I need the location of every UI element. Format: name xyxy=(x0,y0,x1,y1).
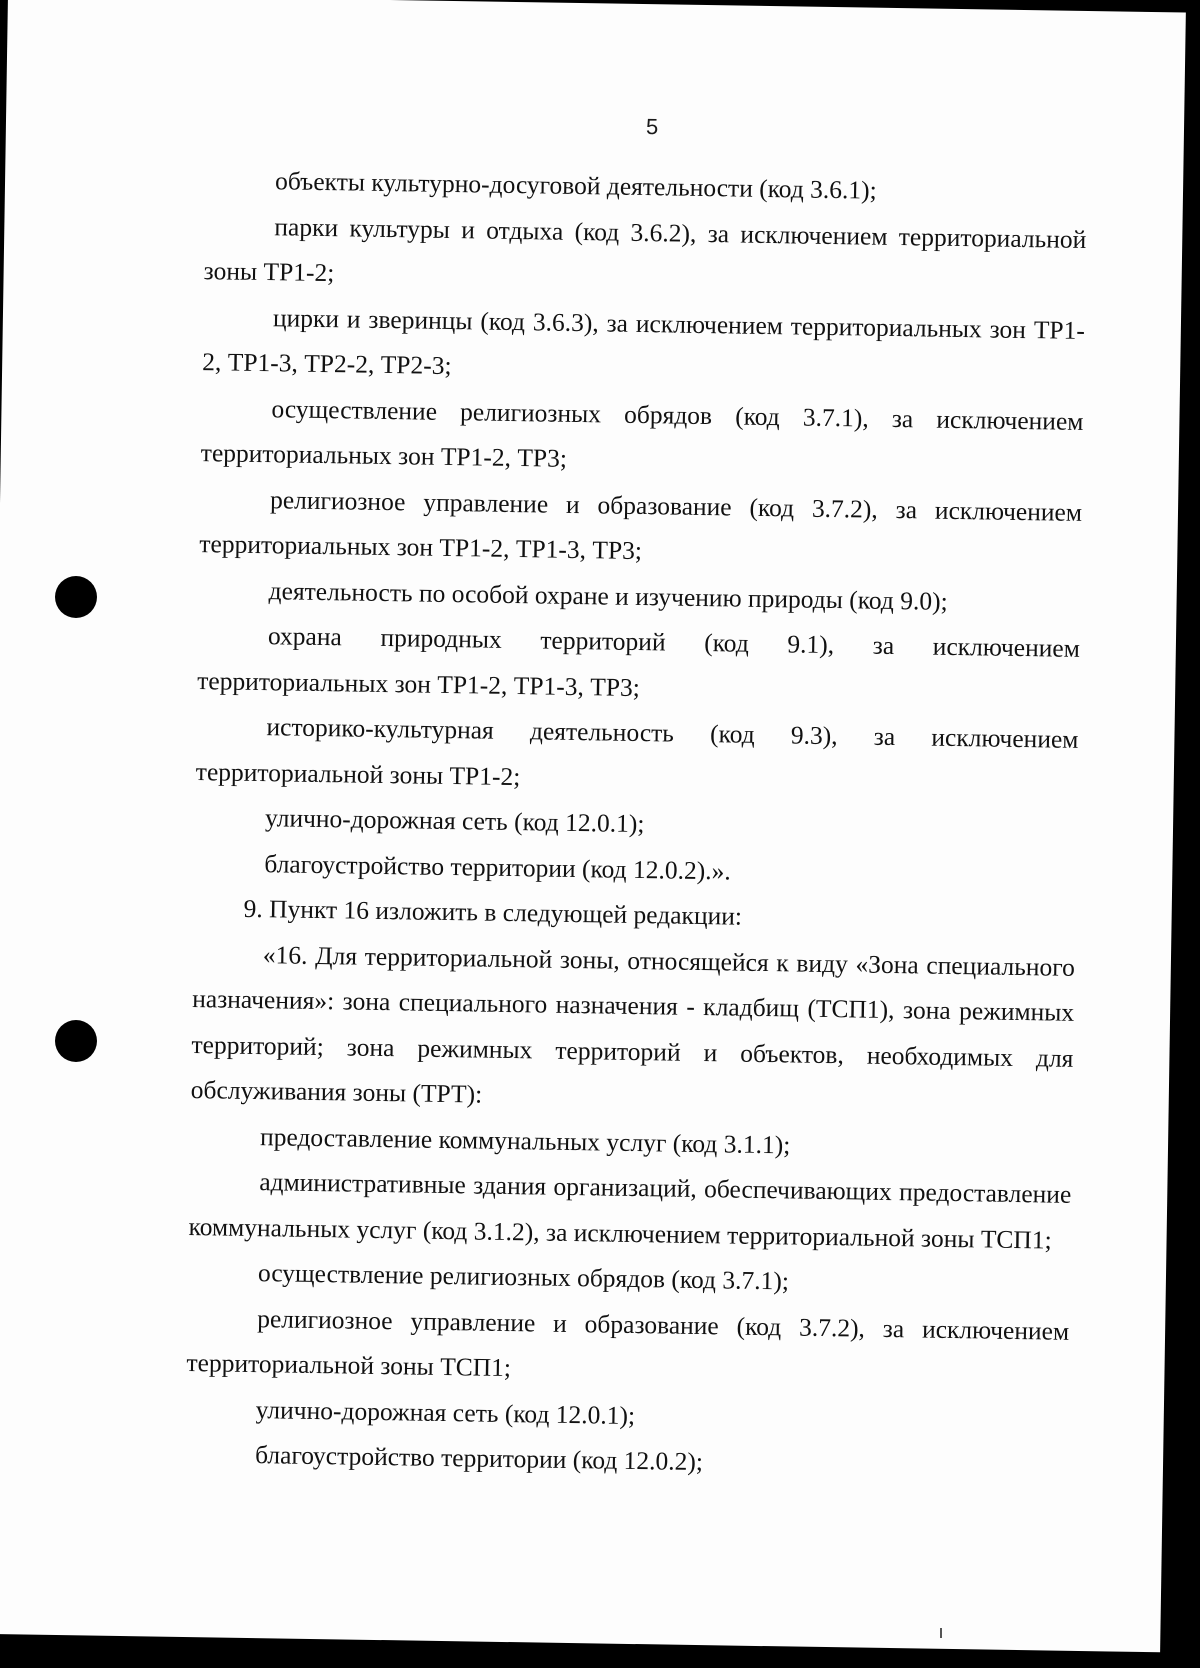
punch-hole-icon xyxy=(55,576,97,618)
paragraph: религиозное управление и образование (код 3.7.2), за исключением территориальной зоны ТСП1; xyxy=(186,1303,1070,1383)
paragraph: благоустройство территории (код 12.0.2); xyxy=(254,1440,704,1477)
paragraph: охрана природных территорий (код 9.1), за исключением территориальных зон ТР1-2, ТР1-3, ТР3; xyxy=(197,621,1081,702)
paragraph: парки культуры и отдыха (код 3.6.2), за исключением территориальной зоны ТР1-2; xyxy=(203,211,1087,288)
paragraph: объекты культурно-досуговой деятельности (код 3.6.1); xyxy=(274,166,877,205)
paragraph: осуществление религиозных обрядов (код 3.7.1), за исключением территориальных зон ТР1-2, ТР3; xyxy=(200,393,1084,473)
paragraph: благоустройство территории (код 12.0.2).». xyxy=(264,848,731,885)
section-item-9: 9. Пункт 16 изложить в следующей редакции: xyxy=(243,893,743,931)
paragraph: «16. Для территориальной зоны, относящейся к виду «Зона специального назначения»: зона специального назначения - кладбищ (ТСП1), зона режимных территорий; зона режимных территорий и объектов, необходимых для обслуживания зоны (ТРТ): xyxy=(190,939,1076,1109)
paragraph: осуществление религиозных обрядов (код 3.7.1); xyxy=(257,1258,790,1296)
document-body xyxy=(185,157,1088,1490)
paragraph: улично-дорожная сеть (код 12.0.1); xyxy=(255,1394,636,1430)
paragraph: религиозное управление и образование (код 3.7.2), за исключением территориальных зон ТР1-2, ТР1-3, ТР3; xyxy=(199,484,1083,566)
paragraph: деятельность по особой охране и изучению природы (код 9.0); xyxy=(268,575,948,616)
page-number: 5 xyxy=(645,114,659,140)
paragraph: административные здания организаций, обеспечивающих предоставление коммунальных услуг (код 3.1.2), за исключением территориальной зоны ТСП1; xyxy=(188,1167,1072,1255)
punch-hole-icon xyxy=(55,1020,97,1062)
paragraph: улично-дорожная сеть (код 12.0.1); xyxy=(264,803,645,839)
paragraph: цирки и зверинцы (код 3.6.3), за исключением территориальных зон ТР1-2, ТР1-3, ТР2-2, ТР2-3; xyxy=(202,302,1086,381)
paragraph: историко-культурная деятельность (код 9.3), за исключением территориальной зоны ТР1-2; xyxy=(195,712,1079,791)
scan-mark-icon xyxy=(940,1628,942,1638)
paragraph: предоставление коммунальных услуг (код 3.1.1); xyxy=(259,1121,791,1159)
